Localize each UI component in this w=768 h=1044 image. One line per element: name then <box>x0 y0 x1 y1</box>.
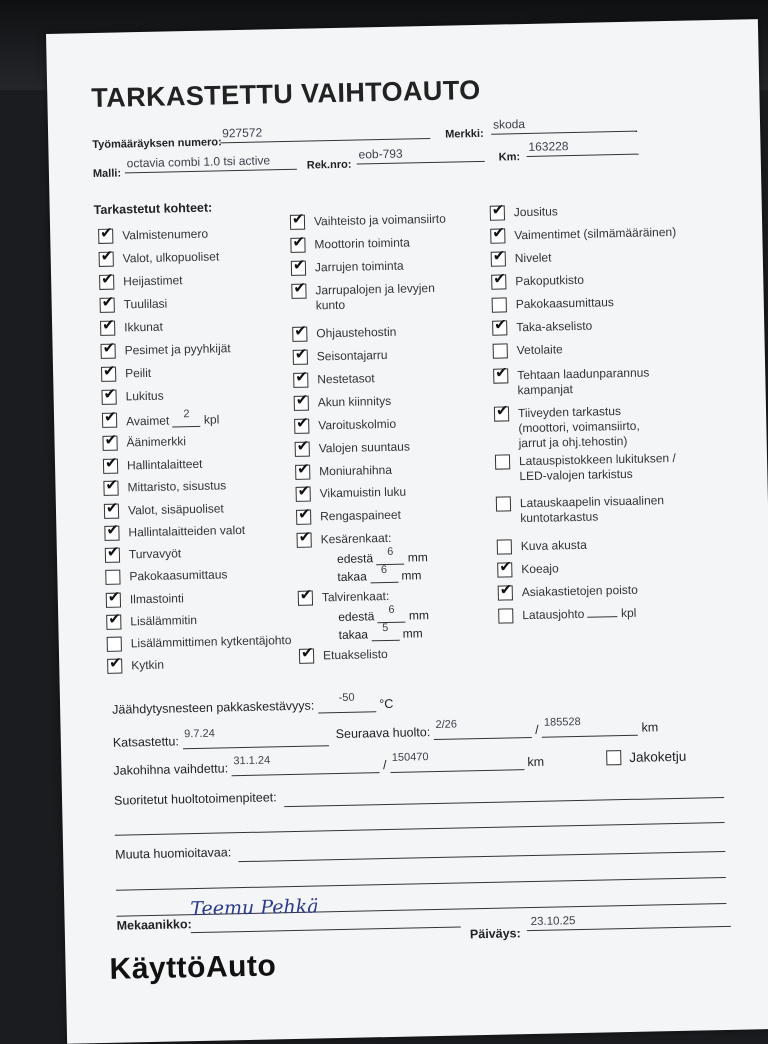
timing-belt-km: 150470 <box>391 751 429 764</box>
inspection-row <box>112 727 329 751</box>
checklist-item-label <box>515 250 552 266</box>
checkmark-icon: ✔ <box>101 293 115 311</box>
checklist-item-text: Etuakselisto <box>322 646 388 663</box>
checkmark-icon: ✔ <box>105 476 119 494</box>
services-done-line-1[interactable] <box>284 796 724 807</box>
checkmark-icon: ✔ <box>109 654 122 672</box>
checklist-checkbox[interactable] <box>99 270 114 290</box>
inspected-label: Katsastettu: <box>112 734 180 750</box>
inspected-value: 9.7.24 <box>184 727 215 741</box>
checklist-item-text-2: (moottori, voimansiirto, <box>518 418 640 436</box>
next-service-row <box>335 715 659 742</box>
checklist-item-text: Akun kiinnitys <box>317 393 392 410</box>
timing-belt-label: Jakohihna vaihdettu: <box>113 761 229 778</box>
checklist-item-label <box>316 325 396 342</box>
checklist-item-label <box>521 561 559 577</box>
checklist-item-text: Pakoputkisto <box>515 272 585 289</box>
checklist-checkbox[interactable] <box>292 322 308 342</box>
checklist-item-text-2: kunto <box>315 297 346 313</box>
checklist-item-label <box>128 501 224 518</box>
checklist-item-text: Latausjohto <box>522 606 585 623</box>
checklist-checkbox[interactable] <box>498 608 513 623</box>
checklist-item-text: Moniurahihna <box>319 462 393 479</box>
checkmark-icon: ✔ <box>107 588 121 606</box>
checklist-item-text: Kytkin <box>131 657 165 673</box>
reg-number-field[interactable]: eob-793 <box>356 145 484 165</box>
coolant-field[interactable] <box>318 691 376 713</box>
keys-unit: kpl <box>203 412 220 427</box>
checklist-item-label <box>322 589 390 605</box>
inspection-sheet <box>46 19 768 1044</box>
keys-count-field[interactable] <box>172 408 200 428</box>
summer-tyre-front-value: 6 <box>387 545 394 558</box>
inspected-field[interactable] <box>182 727 328 749</box>
checkmark-icon: ✔ <box>296 437 310 455</box>
notes-line-1[interactable] <box>238 850 725 862</box>
next-service-label: Seuraava huolto: <box>335 725 431 742</box>
checklist-checkbox[interactable] <box>296 482 311 502</box>
checklist-item-text: Varoituskolmio <box>318 416 397 433</box>
checkmark-icon: ✔ <box>296 414 309 432</box>
checklist-item-text-2: LED-valojen tarkistus <box>519 466 633 484</box>
checklist-checkbox[interactable] <box>294 391 309 411</box>
checklist-item-text: Ohjaustehostin <box>316 324 397 341</box>
checkmark-icon: ✔ <box>101 316 115 334</box>
checklist-item-label <box>317 348 388 364</box>
checklist-checkbox[interactable] <box>490 201 505 220</box>
checklist-item-label <box>123 273 183 289</box>
timing-belt-slash: / <box>382 758 387 773</box>
checklist-checkbox[interactable] <box>495 454 510 469</box>
checklist-checkbox[interactable] <box>295 460 310 480</box>
checklist-checkbox[interactable] <box>492 316 507 335</box>
checklist-item-text: Avaimet <box>125 413 170 429</box>
checklist-item-label <box>318 394 392 411</box>
winter-tyre-front-label: edestä <box>338 609 375 625</box>
checklist-checkbox[interactable] <box>290 210 305 230</box>
winter-tyre-front-unit: mm <box>408 608 430 623</box>
checklist-item-text: Hallintalaitteiden valot <box>128 522 246 540</box>
checklist-item-label <box>320 531 391 547</box>
checklist-item-text: Valmistenumero <box>122 226 209 243</box>
timing-belt-date: 31.1.24 <box>233 754 271 768</box>
checklist-checkbox[interactable] <box>496 496 511 511</box>
checklist-checkbox[interactable] <box>98 224 113 244</box>
order-number-field[interactable]: 927572 <box>220 122 430 143</box>
winter-tyre-front-value-field[interactable] <box>377 603 405 624</box>
checklist-item-text: Kesärenkaat: <box>320 530 392 547</box>
checkmark-icon: ✔ <box>100 270 114 288</box>
checklist-item-text: Turvavyöt <box>128 546 182 562</box>
checklist-item-label <box>522 583 638 600</box>
checklist-item-label <box>517 342 563 358</box>
coolant-label: Jäähdytysnesteen pakkaskestävyys: <box>112 698 315 717</box>
checklist-item-text: Pakokaasumittaus <box>129 567 228 584</box>
checklist-checkbox[interactable] <box>491 270 506 289</box>
checkmark-icon: ✔ <box>100 224 113 242</box>
checkmark-icon: ✔ <box>102 339 116 357</box>
checkmark-icon: ✔ <box>499 581 513 599</box>
checklist-item-label <box>520 493 665 526</box>
checklist-checkbox[interactable] <box>294 414 309 434</box>
checklist-item-text: Rengaspaineet <box>320 507 402 524</box>
checklist-item-text-2: kampanjat <box>517 382 574 398</box>
next-service-km-unit: km <box>641 720 659 735</box>
winter-tyre-rear-value-field[interactable] <box>371 621 399 642</box>
checklist-item-label <box>319 439 410 456</box>
checklist-checkbox[interactable] <box>105 543 120 563</box>
checkmark-icon: ✔ <box>104 454 118 472</box>
checklist-checkbox[interactable] <box>493 364 508 383</box>
checklist-item-text: Valot, ulkopuoliset <box>122 249 220 266</box>
next-service-date-field[interactable] <box>434 718 532 740</box>
mechanic-signature: Teemu Pehkä <box>190 895 319 921</box>
make-field[interactable]: skoda <box>491 115 637 135</box>
checklist-column-3 <box>490 200 750 623</box>
checklist-item-text: Lisälämmittimen kytkentäjohto <box>130 632 292 651</box>
charging-cable-count-field[interactable] <box>588 616 618 618</box>
checklist-checkbox[interactable] <box>497 539 512 554</box>
checklist-checkbox[interactable] <box>106 588 121 608</box>
checklist-item-text: Kuva akusta <box>520 537 588 554</box>
checkmark-icon: ✔ <box>294 345 308 363</box>
checklist-item-text: Koeajo <box>521 561 559 577</box>
checklist-item-text: Asiakastietojen poisto <box>521 582 638 600</box>
checklist-item-label <box>314 235 410 252</box>
reg-number-label: Rek.nro: <box>306 158 352 172</box>
checklist-item-text: Mittaristo, sisustus <box>127 478 227 495</box>
checklist-item-text: Tehtaan laadunparannus <box>517 365 650 383</box>
checklist-item-text: Lukitus <box>125 388 164 404</box>
checklist-checkbox[interactable] <box>102 431 118 451</box>
checklist-item-label <box>129 567 227 584</box>
checklist-item-label <box>315 259 404 276</box>
checklist-checkbox[interactable] <box>291 279 307 299</box>
services-done-label: Suoritetut huoltotoimenpiteet: <box>113 790 277 808</box>
checklist-checkbox[interactable] <box>296 505 311 525</box>
winter-tyre-front-value: 6 <box>388 603 395 616</box>
checklist-item-text: Nivelet <box>514 250 552 266</box>
mechanic-label: Mekaanikko: <box>116 917 192 933</box>
coolant-value: -50 <box>338 691 355 705</box>
timing-belt-date-field[interactable] <box>231 754 379 776</box>
checklist-item-text: Latauskaapelin visuaalinen <box>519 493 665 511</box>
checklist-item-text-2: kuntotarkastus <box>520 509 599 526</box>
checklist-item-label <box>127 457 203 474</box>
checklist-item-label <box>124 297 168 313</box>
winter-tyre-rear-value: 5 <box>382 621 389 635</box>
checkmark-icon: ✔ <box>495 402 509 420</box>
checkmark-icon: ✔ <box>298 528 312 546</box>
kayttoauto-logo: KäyttöAuto <box>109 949 277 986</box>
checklist-checkbox[interactable] <box>299 644 314 664</box>
checklist-checkbox[interactable] <box>490 224 506 243</box>
coolant-unit: °C <box>379 696 394 712</box>
model-field[interactable]: octavia combi 1.0 tsi active <box>125 153 297 174</box>
checkmark-icon: ✔ <box>492 247 506 265</box>
checklist-item-text: Vaihteisto ja voimansiirto <box>313 211 446 229</box>
next-service-km: 185528 <box>543 715 581 729</box>
checklist-item-text: Jarrujen toiminta <box>314 258 404 275</box>
checklist-item-label <box>318 417 396 434</box>
checklist-item-label <box>317 371 375 387</box>
checklist-item-text: Pesimet ja pyyhkijät <box>124 341 231 358</box>
timing-belt-km-unit: km <box>527 754 545 770</box>
checklist-item-label <box>518 404 640 452</box>
checklist-checkbox[interactable] <box>107 654 122 674</box>
summer-tyre-rear-unit: mm <box>401 568 422 583</box>
checklist-checkbox[interactable] <box>493 343 508 358</box>
checklist-item-label <box>521 538 587 554</box>
checklist-column-2 <box>290 210 490 663</box>
next-service-date: 2/26 <box>435 718 458 731</box>
checklist-checkbox[interactable] <box>104 521 120 541</box>
winter-tyre-rear <box>338 621 423 643</box>
checklist-item-label <box>516 319 592 336</box>
checklist-checkbox[interactable] <box>103 454 118 474</box>
checklist-item-text: Jousitus <box>513 204 559 220</box>
checkmark-icon: ✔ <box>292 233 306 251</box>
checklist-item-label <box>123 249 220 266</box>
checklist-checkbox[interactable] <box>293 368 308 388</box>
checklist-item-text: Talvirenkaat: <box>321 588 390 605</box>
charging-cable-unit: kpl <box>620 605 637 621</box>
km-label: Km: <box>498 151 521 164</box>
checklist-checkbox[interactable] <box>298 586 313 606</box>
checklist-item-text: Vetolaite <box>516 342 563 358</box>
checkmark-icon: ✔ <box>296 460 310 478</box>
checkmark-icon: ✔ <box>106 543 120 561</box>
checkmark-icon: ✔ <box>299 586 313 604</box>
checklist-checkbox[interactable] <box>491 247 506 266</box>
checklist-item-label <box>516 295 614 312</box>
km-field[interactable]: 163228 <box>526 138 638 157</box>
timing-chain-label: Jakoketju <box>629 748 687 765</box>
checklist-item-text: Jarrupalojen ja levyjen <box>315 280 435 298</box>
timing-belt-row <box>113 751 545 779</box>
checklist-item-text: Heijastimet <box>123 273 183 289</box>
checklist-item-label <box>515 273 584 289</box>
notes-line-2[interactable] <box>116 876 726 891</box>
checklist-checkbox[interactable] <box>102 408 117 428</box>
checkmark-icon: ✔ <box>295 391 309 409</box>
summer-tyre-front-label: edestä <box>336 551 374 567</box>
checklist-item-text: Latauspistokkeen lukituksen / <box>518 450 676 469</box>
summer-tyre-front-value-field[interactable] <box>376 545 404 566</box>
checklist-item-label <box>129 546 182 562</box>
checkmark-icon: ✔ <box>291 210 305 228</box>
checklist-item-label <box>519 451 676 484</box>
checklist-checkbox[interactable] <box>104 499 119 519</box>
checklist-checkbox[interactable] <box>293 345 308 365</box>
checklist-item-label <box>122 227 208 244</box>
checklist-item-text: Ilmastointi <box>129 591 185 607</box>
checkmark-icon: ✔ <box>499 558 513 576</box>
checkmark-icon: ✔ <box>104 431 118 449</box>
checklist-checkbox[interactable] <box>105 570 120 585</box>
checklist-checkbox[interactable] <box>99 247 114 267</box>
timing-chain-checkbox[interactable] <box>606 750 621 765</box>
checkmark-icon: ✔ <box>300 644 314 662</box>
checklist-item-label <box>131 658 164 674</box>
summer-tyre-rear <box>337 563 422 585</box>
checklist-checkbox[interactable] <box>101 362 116 382</box>
checklist-item-label <box>126 410 220 429</box>
checklist-item-label <box>130 591 184 607</box>
date-field[interactable] <box>526 908 730 931</box>
date-label: Päiväys: <box>469 926 521 942</box>
checkmark-icon: ✔ <box>292 256 306 274</box>
checklist-checkbox[interactable] <box>100 293 115 313</box>
summer-tyre-front-unit: mm <box>407 550 428 565</box>
checkmark-icon: ✔ <box>103 408 117 426</box>
checklist-column-1 <box>98 224 298 673</box>
checklist-checkbox[interactable] <box>498 581 513 600</box>
checklist-checkbox[interactable] <box>103 476 119 496</box>
checklist-checkbox[interactable] <box>492 297 507 312</box>
checkmark-icon: ✔ <box>297 505 311 523</box>
checklist-item-label <box>517 365 650 398</box>
checklist-item-label <box>124 341 230 358</box>
winter-tyre-rear-label: takaa <box>338 627 369 643</box>
checklist-item-label <box>130 613 197 629</box>
checklist-checkbox[interactable] <box>291 256 306 276</box>
checklist-checkbox[interactable] <box>494 402 509 421</box>
checklist-item-label <box>514 204 558 220</box>
checklist-item-text: Nestetasot <box>317 371 375 387</box>
mechanic-line[interactable] <box>191 926 461 934</box>
checklist-item-text: Seisontajarru <box>316 347 388 364</box>
page-title: TARKASTETTU VAIHTOAUTO <box>91 74 481 114</box>
checklist-item-text: Pakokaasumittaus <box>515 295 614 312</box>
checklist-item-text: Lisälämmitin <box>130 612 198 629</box>
checklist-checkbox[interactable] <box>295 437 310 457</box>
checklist-item-label <box>323 647 388 663</box>
checkmark-icon: ✔ <box>103 385 117 403</box>
checklist-item-label <box>320 508 401 525</box>
checklist-item-text: Tiiveyden tarkastus <box>517 404 622 421</box>
coolant-row <box>112 691 394 718</box>
summer-tyre-rear-value-field[interactable] <box>370 563 398 584</box>
checkmark-icon: ✔ <box>495 364 508 382</box>
checklist-item-label <box>128 523 245 540</box>
checklist-item-label <box>319 463 392 480</box>
checkmark-icon: ✔ <box>294 322 308 340</box>
checklist-item-label <box>320 485 407 502</box>
checklist-item-label <box>124 320 163 336</box>
checklist-checkbox[interactable] <box>107 637 122 652</box>
checklist-checkbox[interactable] <box>101 339 116 359</box>
checklist-checkbox[interactable] <box>100 316 115 336</box>
checklist-item-text: Moottorin toiminta <box>314 235 410 252</box>
make-label: Merkki: <box>445 127 484 141</box>
checklist-item-label <box>125 366 151 382</box>
checklist-item-label <box>522 606 636 623</box>
checklist-checkbox[interactable] <box>497 558 513 577</box>
checklist-checkbox[interactable] <box>101 385 117 405</box>
next-service-km-field[interactable] <box>542 715 638 738</box>
checklist-item-label <box>125 389 163 405</box>
checkmark-icon: ✔ <box>492 224 506 242</box>
winter-tyre-rear-unit: mm <box>402 626 423 641</box>
checklist-item-text: Vaimentimet (silmämääräinen) <box>514 224 677 243</box>
section-title: Tarkastetut kohteet: <box>93 200 213 218</box>
checklist-item-text-3: jarrut ja ohj.tehostin) <box>518 433 628 451</box>
summer-tyre-rear-value: 6 <box>380 563 388 577</box>
checklist-item-label <box>514 225 676 243</box>
checkmark-icon: ✔ <box>295 368 308 386</box>
checklist-item-text: Vikamuistin luku <box>319 484 407 501</box>
next-service-slash: / <box>535 722 539 737</box>
checkmark-icon: ✔ <box>494 316 507 334</box>
checkmark-icon: ✔ <box>106 521 120 539</box>
checklist-item-text: Valot, sisäpuoliset <box>127 501 224 518</box>
date-value: 23.10.25 <box>530 915 576 929</box>
checklist-checkbox[interactable] <box>290 233 306 253</box>
checkmark-icon: ✔ <box>100 247 114 265</box>
services-done-line-2[interactable] <box>115 821 725 836</box>
checklist-item-label <box>126 434 186 450</box>
checkmark-icon: ✔ <box>105 499 119 517</box>
order-number-label: Työmääräyksen numero: <box>92 136 222 152</box>
notes-label: Muuta huomioitavaa: <box>115 845 232 862</box>
checkmark-icon: ✔ <box>297 482 311 500</box>
checklist-checkbox[interactable] <box>297 528 312 548</box>
checklist-item-label <box>127 478 226 495</box>
summer-tyre-rear-label: takaa <box>337 569 367 585</box>
checkmark-icon: ✔ <box>491 201 505 219</box>
checklist-item-text: Valojen suuntaus <box>318 439 411 456</box>
timing-belt-km-field[interactable] <box>390 751 524 773</box>
checklist-item-text: Ikkunat <box>124 319 164 335</box>
checklist-item-label <box>315 281 435 313</box>
checkmark-icon: ✔ <box>493 270 506 288</box>
checklist-item-text: Tuulilasi <box>123 296 168 312</box>
model-label: Malli: <box>92 167 122 181</box>
keys-count: 2 <box>183 408 190 421</box>
checklist-item-text: Hallintalaitteet <box>126 456 203 473</box>
checklist-item-label <box>131 633 292 651</box>
checklist-item-label <box>314 212 446 230</box>
checklist-item-text: Taka-akselisto <box>516 318 593 335</box>
timing-chain-row <box>606 749 686 766</box>
checklist-item-text: Peilit <box>124 365 152 381</box>
checkmark-icon: ✔ <box>293 279 307 297</box>
checkmark-icon: ✔ <box>102 362 116 380</box>
checklist-item-text: Äänimerkki <box>126 434 187 450</box>
checklist-checkbox[interactable] <box>106 610 122 630</box>
checkmark-icon: ✔ <box>108 610 122 628</box>
